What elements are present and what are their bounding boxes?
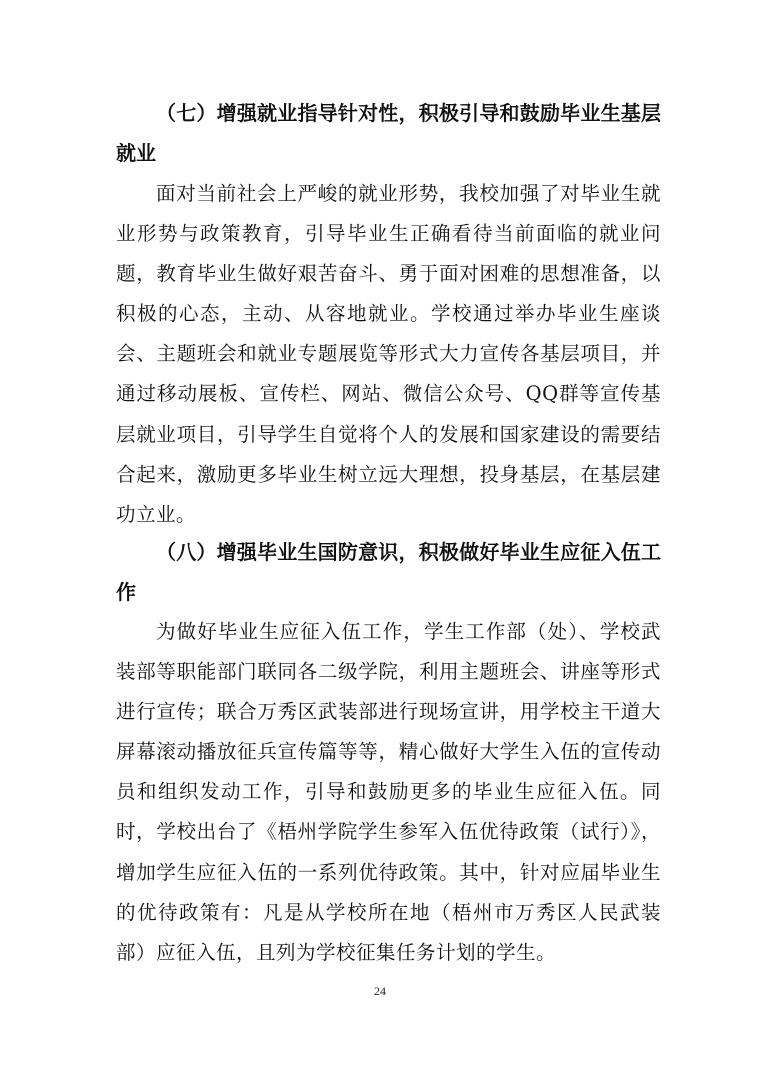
section-body-7: 面对当前社会上严峻的就业形势，我校加强了对毕业生就业形势与政策教育，引导毕业生正确看待当前面临的就业问题，教育毕业生做好艰苦奋斗、勇于面对困难的思想准备，以积极的心态，主动、从容地就业。学校通过举办毕业生座谈会、主题班会和就业专题展览等形式大力宣传各基层项目，并通过移动展板、宣传栏、网站、微信公众号、QQ群等宣传基层就业项目，引导学生自觉将个人的发展和国家建设的需要结合起来，激励更多毕业生树立远大理想，投身基层，在基层建功立业。 bbox=[116, 182, 661, 526]
section-heading-8: （八）增强毕业生国防意识，积极做好毕业生应征入伍工作 bbox=[116, 540, 661, 604]
page-number: 24 bbox=[374, 984, 386, 998]
section-body-8: 为做好毕业生应征入伍工作，学生工作部（处）、学校武装部等职能部门联同各二级学院，利用主题班会、讲座等形式进行宣传；联合万秀区武装部进行现场宣讲，用学校主干道大屏幕滚动播放征兵宣传篇等等，精心做好大学生入伍的宣传动员和组织发动工作，引导和鼓励更多的毕业生应征入伍。同时，学校出台了《梧州学院学生参军入伍优待政策（试行）》，增加学生应征入伍的一系列优待政策。其中，针对应届毕业生的优待政策有：凡是从学校所在地（梧州市万秀区人民武装部）应征入伍，且列为学校征集任务计划的学生。 bbox=[116, 620, 661, 964]
section-heading-7: （七）增强就业指导针对性，积极引导和鼓励毕业生基层就业 bbox=[116, 101, 661, 165]
